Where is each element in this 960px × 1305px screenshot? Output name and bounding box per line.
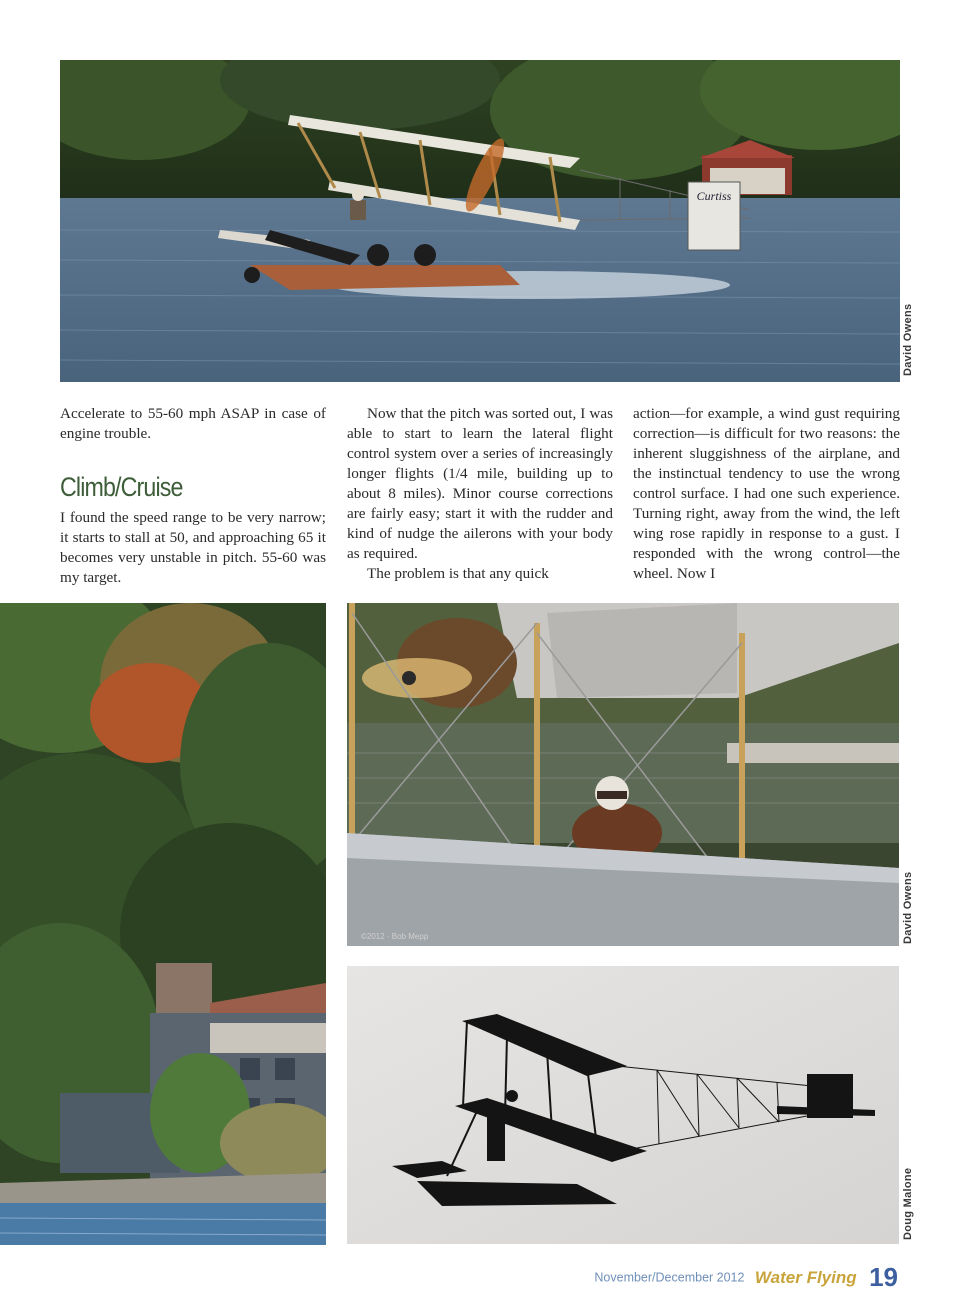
pilot-under-wing-image [347, 603, 899, 946]
col1-paragraph-1: Accelerate to 55-60 mph ASAP in case of engine trouble. [60, 405, 326, 442]
page-number: 19 [869, 1262, 898, 1292]
photo-credit-top: David Owens [902, 303, 914, 376]
tail-text: Curtiss [696, 189, 732, 203]
photo-watermark: ©2012 · Bob Mepp [361, 932, 429, 941]
biplane-on-water-image [60, 60, 900, 382]
silhouette-photo [347, 966, 899, 1244]
col2-paragraph-1: Now that the pitch was sorted out, I was able to start to learn the lateral flight control system over a series of increasingly longer flights (1/4 mile, building up to about 8 miles). Minor course corrections are fairly easy; start it with the rudder and kind of nudge the ailerons with your body as required. [347, 405, 613, 562]
photo-credit-middle: David Owens [902, 871, 914, 944]
section-heading: Climb/Cruise [60, 472, 183, 502]
lakeshore-photo [0, 603, 326, 1245]
photo-credit-bottom: Doug Malone [902, 1167, 914, 1240]
col1-paragraph-2: I found the speed range to be very narrow; it starts to stall at 50, and approaching 65 it becomes very unstable in pitch. 55-60 was my target. [60, 509, 326, 586]
lakeshore-house-image [0, 603, 326, 1245]
pilot-photo [347, 603, 899, 946]
col3-paragraph-1: action—for example, a wind gust requiring correction—is difficult for two reasons: the inherent sluggishness of the airplane, and the instinctual tendency to use the wrong control surface. I had one such experience. Turning right, away from the wind, the left wing rose rapidly in response to a gust. I responded with the wrong control—the wheel. Now I [633, 405, 900, 582]
biplane-silhouette-image [347, 966, 899, 1244]
article-column-3 [633, 404, 900, 584]
page-footer [594, 1262, 898, 1293]
top-photo [60, 60, 900, 382]
col2-paragraph-2: The problem is that any quick [367, 565, 549, 582]
article-column-2 [347, 404, 613, 584]
issue-date: November/December 2012 [594, 1270, 745, 1285]
article-column-1 [60, 404, 326, 588]
magazine-name: Water Flying [754, 1267, 857, 1287]
